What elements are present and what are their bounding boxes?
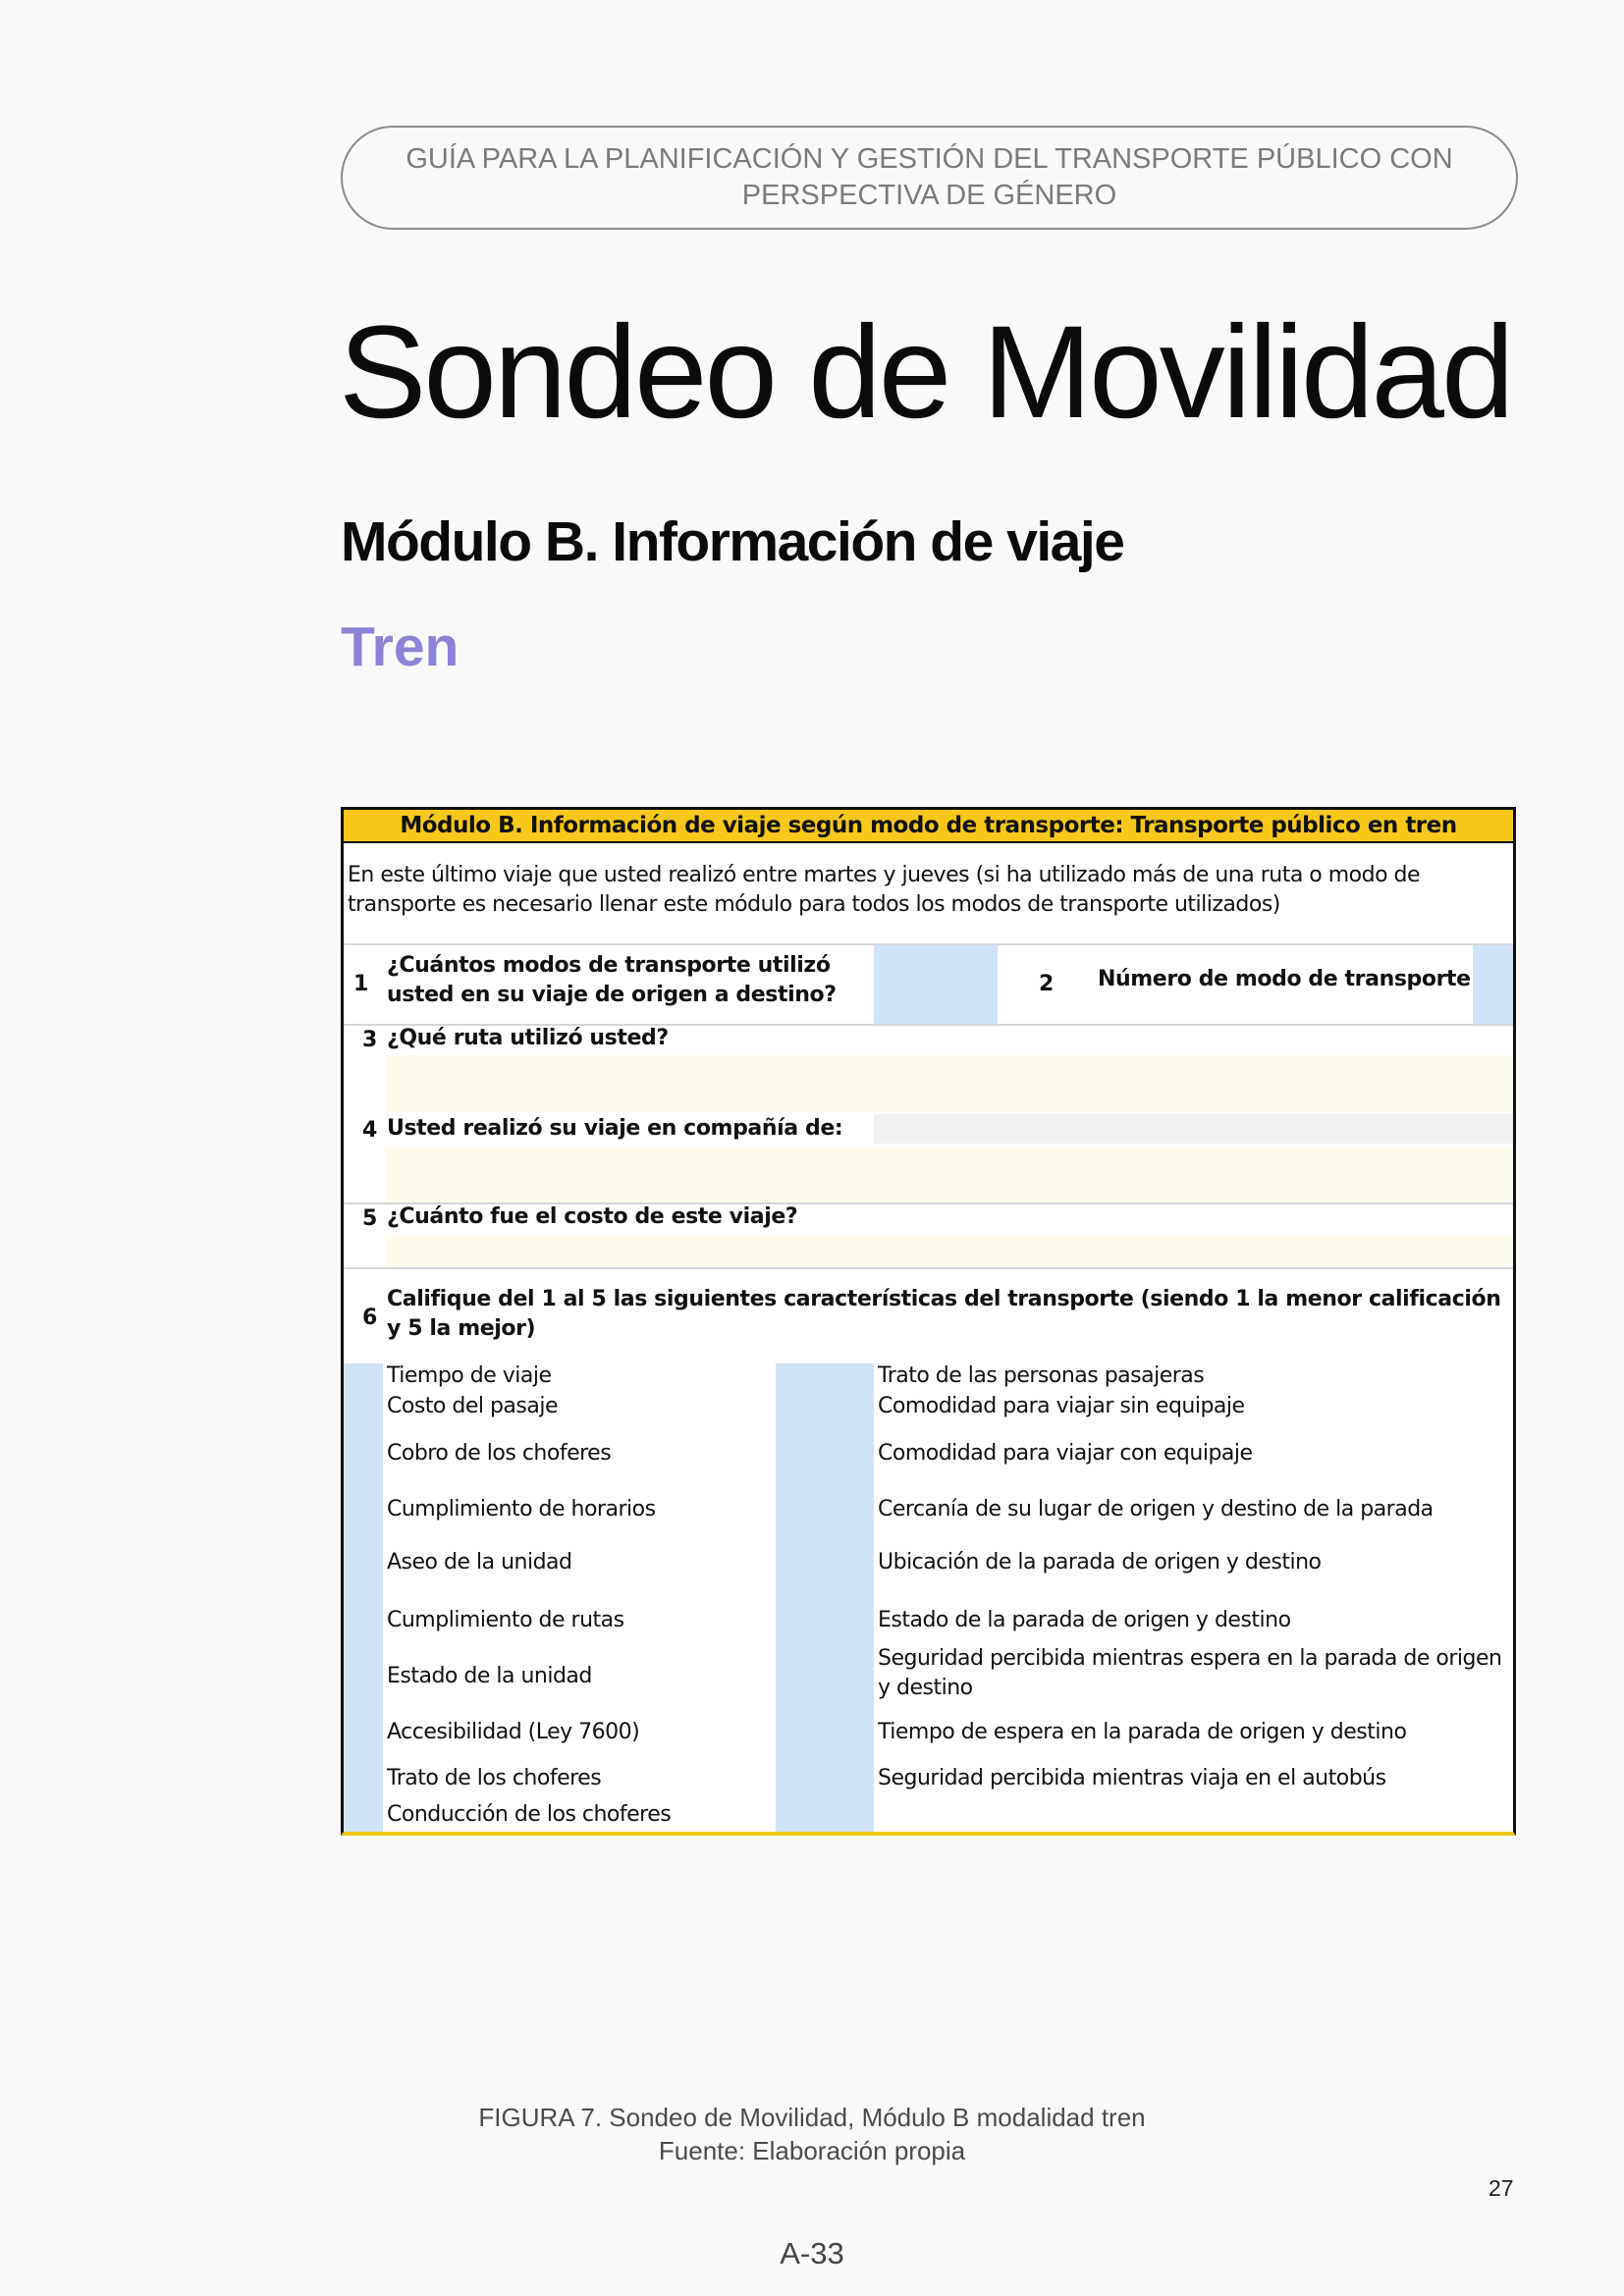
q3-number: 3 — [362, 1028, 378, 1052]
rating-item: Ubicación de la parada de origen y destino — [878, 1550, 1322, 1575]
rating-item: Comodidad para viajar con equipaje — [878, 1441, 1253, 1466]
q2-text: Número de modo de transporte — [1098, 967, 1471, 991]
q2-answer-field[interactable] — [1473, 945, 1516, 1024]
rating-item: Conducción de los choferes — [387, 1802, 672, 1827]
rating-item: Trato de las personas pasajeras — [878, 1363, 1205, 1388]
q1-text — [387, 951, 837, 1010]
row-divider — [344, 1267, 1513, 1269]
q6-text: Califique del 1 al 5 las siguientes características del transporte (siendo 1 la menor calificación y 5 la mejor) — [387, 1287, 1501, 1341]
q1-text-line-2: usted en su viaje de origen a destino? — [387, 983, 837, 1007]
annex-page-number: A-33 — [780, 2236, 844, 2270]
q5-text: ¿Cuánto fue el costo de este viaje? — [387, 1204, 798, 1229]
rating-item: Costo del pasaje — [387, 1394, 559, 1418]
rating-item: Aseo de la unidad — [387, 1550, 572, 1575]
mode-title: Tren — [341, 615, 460, 678]
rating-item: Seguridad percibida mientras espera en la parada de origen y destino — [878, 1646, 1502, 1700]
q5-number: 5 — [362, 1206, 378, 1231]
q1-text-line-1: ¿Cuántos modos de transporte utilizó — [387, 953, 831, 978]
q3-text: ¿Qué ruta utilizó usted? — [387, 1026, 669, 1050]
rating-item: Tiempo de espera en la parada de origen y destino — [878, 1720, 1407, 1744]
q4-answer-field[interactable] — [385, 1148, 1516, 1202]
rating-item: Estado de la parada de origen y destino — [878, 1608, 1291, 1632]
rating-item: Cercanía de su lugar de origen y destino de la parada — [878, 1497, 1434, 1522]
module-title: Módulo B. Información de viaje — [341, 510, 1124, 573]
header-line-2: PERSPECTIVA DE GÉNERO — [741, 180, 1117, 211]
q5-answer-field[interactable] — [385, 1236, 1516, 1265]
rating-item: Estado de la unidad — [387, 1664, 592, 1688]
page-title: Sondeo de Movilidad — [339, 299, 1512, 446]
q3-answer-field[interactable] — [385, 1055, 1516, 1112]
document-header — [341, 126, 1518, 230]
q4-text: Usted realizó su viaje en compañía de: — [387, 1116, 843, 1141]
q4-number: 4 — [362, 1118, 378, 1143]
header-line-1: GUÍA PARA LA PLANIFICACIÓN Y GESTIÓN DEL TRANSPORTE PÚBLICO CON — [406, 143, 1453, 175]
q1-number: 1 — [353, 972, 369, 996]
figure-caption: FIGURA 7. Sondeo de Movilidad, Módulo B modalidad tren — [478, 2103, 1146, 2132]
page-number: 27 — [1489, 2175, 1514, 2201]
rating-item: Accesibilidad (Ley 7600) — [387, 1720, 640, 1744]
rating-item: Cobro de los choferes — [387, 1441, 612, 1466]
q6-number: 6 — [362, 1306, 378, 1330]
rating-item: Cumplimiento de rutas — [387, 1608, 624, 1632]
rating-item: Cumplimiento de horarios — [387, 1497, 656, 1522]
rating-item: Tiempo de viaje — [387, 1363, 552, 1388]
survey-form — [341, 807, 1516, 1836]
form-intro: En este último viaje que usted realizó entre martes y jueves (si ha utilizado más de una ruta o modo de transporte es necesario llenar este módulo para todos los modos de transporte utilizados) — [348, 863, 1421, 917]
rating-item: Comodidad para viajar sin equipaje — [878, 1394, 1245, 1418]
rating-item: Seguridad percibida mientras viaja en el autobús — [878, 1766, 1386, 1790]
q4-select-field[interactable] — [874, 1114, 1516, 1144]
figure-source: Fuente: Elaboración propia — [658, 2136, 966, 2165]
right-rating-column[interactable] — [776, 1363, 874, 1836]
form-heading: Módulo B. Información de viaje según modo de transporte: Transporte público en tren — [344, 810, 1513, 843]
q1-answer-field[interactable] — [874, 945, 998, 1024]
rating-item: Trato de los choferes — [387, 1766, 602, 1790]
q2-number: 2 — [1039, 972, 1055, 996]
left-rating-column[interactable] — [344, 1363, 383, 1836]
